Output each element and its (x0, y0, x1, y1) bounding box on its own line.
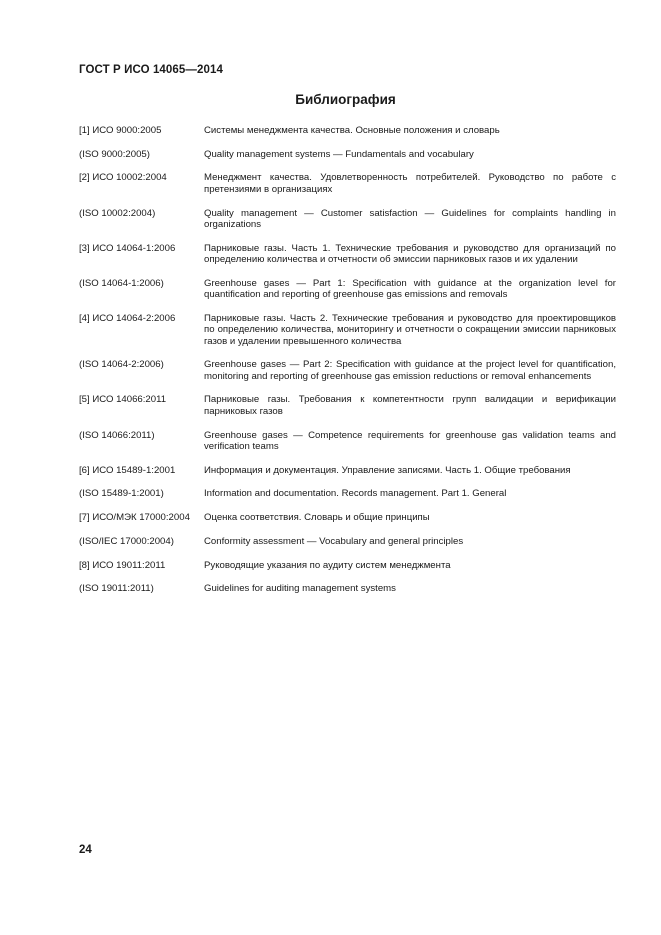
bibliography-entry (79, 560, 616, 571)
bibliography-ref: (ISO/IEC 17000:2004) (79, 535, 174, 547)
bibliography-ref: (ISO 9000:2005) (79, 148, 150, 160)
bibliography-text: Руководящие указания по аудиту систем менеджмента (204, 559, 451, 571)
bibliography-entry (79, 512, 616, 523)
bibliography-entry (79, 149, 616, 160)
bibliography-entry (79, 394, 616, 417)
bibliography-ref: [4] ИСО 14064-2:2006 (79, 312, 176, 324)
bibliography-entry (79, 430, 616, 453)
bibliography-entry (79, 488, 616, 499)
bibliography-ref: (ISO 10002:2004) (79, 207, 156, 219)
bibliography-entry (79, 208, 616, 231)
bibliography-text: Парниковые газы. Часть 1. Технические требования и руководство для организаций по определению количества и отчетности об эмиссии парниковых газов и их удалении (204, 242, 616, 266)
bibliography-text: Greenhouse gases — Competence requirements for greenhouse gas validation teams and verification teams (204, 429, 616, 452)
bibliography-entry (79, 583, 616, 594)
bibliography-text: Greenhouse gases — Part 1: Specification with guidance at the organization level for quantification and reporting of greenhouse gas emissions and removals (204, 277, 616, 301)
bibliography-ref: (ISO 14064-2:2006) (79, 359, 164, 371)
bibliography-text: Information and documentation. Records management. Part 1. General (204, 488, 507, 500)
bibliography-text: Парниковые газы. Часть 2. Технические требования и руководство для проектировщиков по определению количества, мониторингу и отчетности о сокращении эмиссии парниковых газов и удалении превышенного количества (204, 312, 616, 347)
bibliography-ref: [7] ИСО/МЭК 17000:2004 (79, 512, 190, 524)
bibliography-text: Conformity assessment — Vocabulary and general principles (204, 535, 464, 547)
bibliography-ref: (ISO 14066:2011) (79, 429, 155, 441)
bibliography-entry (79, 278, 616, 301)
bibliography-entry (79, 172, 616, 195)
bibliography-text: Менеджмент качества. Удовлетворенность потребителей. Руководство по работе с претензиями в организациях (204, 172, 616, 195)
bibliography-text: Quality management — Customer satisfaction — Guidelines for complaints handling in organizations (204, 207, 616, 230)
bibliography-text: Информация и документация. Управление записями. Часть 1. Общие требования (204, 464, 571, 476)
section-title: Библиография (295, 92, 396, 107)
bibliography-text: Оценка соответствия. Словарь и общие принципы (204, 512, 430, 524)
bibliography-entry (79, 359, 616, 382)
bibliography-ref: (ISO 15489-1:2001) (79, 488, 164, 500)
bibliography-ref: (ISO 14064-1:2006) (79, 277, 164, 289)
bibliography-ref: (ISO 19011:2011) (79, 583, 154, 595)
bibliography-entry (79, 313, 616, 347)
bibliography-text: Quality management systems — Fundamentals and vocabulary (204, 148, 474, 160)
bibliography-ref: [8] ИСО 19011:2011 (79, 559, 166, 571)
bibliography-text: Парниковые газы. Требования к компетентности групп валидации и верификации парниковых газов (204, 394, 616, 417)
bibliography-entry (79, 243, 616, 266)
document-header: ГОСТ Р ИСО 14065—2014 (79, 64, 224, 76)
bibliography-entry (79, 465, 616, 476)
bibliography-text: Greenhouse gases — Part 2: Specification with guidance at the project level for quantification, monitoring and reporting of greenhouse gas emission reductions or removal enhancements (204, 359, 616, 382)
bibliography-text: Системы менеджмента качества. Основные положения и словарь (204, 125, 500, 136)
bibliography-entry (79, 536, 616, 547)
bibliography-ref: [2] ИСО 10002:2004 (79, 172, 167, 184)
page-number: 24 (79, 844, 92, 856)
bibliography-entry (79, 125, 616, 136)
bibliography-ref: [1] ИСО 9000:2005 (79, 125, 162, 136)
bibliography-ref: [6] ИСО 15489-1:2001 (79, 464, 176, 476)
bibliography-list (79, 125, 616, 607)
bibliography-text: Guidelines for auditing management systems (204, 583, 396, 595)
bibliography-ref: [3] ИСО 14064-1:2006 (79, 242, 176, 254)
bibliography-ref: [5] ИСО 14066:2011 (79, 394, 167, 406)
